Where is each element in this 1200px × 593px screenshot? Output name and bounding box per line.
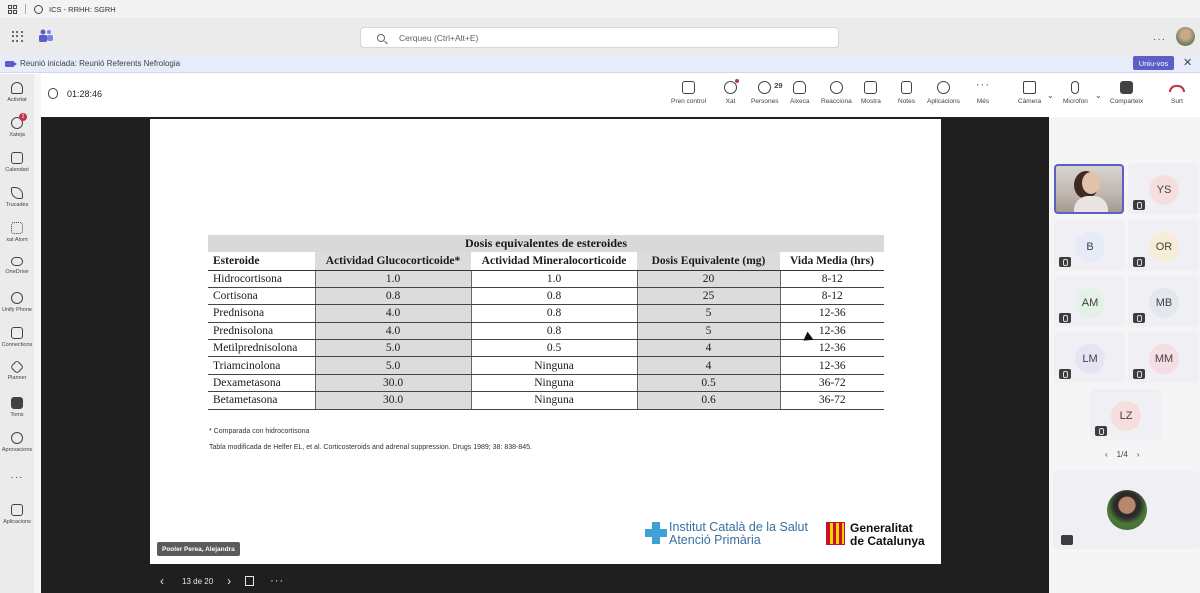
table-cell: Cortisona xyxy=(208,287,315,304)
left-app-rail xyxy=(0,74,34,593)
table-row xyxy=(208,305,884,322)
hand-icon xyxy=(793,81,806,94)
ics-logo-text xyxy=(669,521,808,546)
participant-initials: OR xyxy=(1149,232,1179,262)
planner-icon xyxy=(10,360,24,374)
table-cell: 12-36 xyxy=(780,305,884,322)
search-icon xyxy=(377,34,385,42)
teams-logo-icon xyxy=(38,29,54,43)
take-control-button[interactable] xyxy=(671,81,706,105)
rail-label: Trucades xyxy=(5,202,29,208)
control-label: Notes xyxy=(898,98,915,105)
table-cell: 8-12 xyxy=(780,270,884,287)
slide-counter: 13 de 20 xyxy=(182,576,214,586)
rail-item-calls[interactable] xyxy=(0,187,34,208)
toms-icon xyxy=(11,397,23,409)
rail-label: Toms xyxy=(10,412,24,418)
people-icon xyxy=(758,81,783,94)
control-label: Pren control xyxy=(671,98,707,105)
table-row xyxy=(208,392,884,409)
table-cell: 1.0 xyxy=(471,270,637,287)
table-cell: 12-36 xyxy=(780,340,884,357)
window-grid-icon[interactable] xyxy=(8,5,17,14)
mic-off-icon xyxy=(1071,81,1079,94)
rail-label: Xateja xyxy=(9,132,25,138)
apps-button[interactable] xyxy=(927,81,960,105)
gen-logo-line1: Generalitat xyxy=(850,521,913,535)
participant-initials: B xyxy=(1075,232,1105,262)
table-cell: 30.0 xyxy=(315,374,471,391)
control-label: Xat xyxy=(725,98,736,105)
table-header-row xyxy=(208,252,884,270)
table-row xyxy=(208,374,884,391)
participant-tile[interactable] xyxy=(1128,220,1199,271)
camera-button[interactable] xyxy=(1018,81,1041,105)
search-placeholder: Cerqueu (Ctrl+Alt+E) xyxy=(399,32,479,43)
participant-pager xyxy=(1105,450,1139,459)
control-label: Aplicacions xyxy=(927,98,960,105)
table-cell: 12-36 xyxy=(780,322,884,339)
generalitat-logo-text xyxy=(850,522,925,547)
cloud-icon xyxy=(11,257,23,266)
participant-page-counter: 1/4 xyxy=(1116,450,1128,459)
table-cell: 4.0 xyxy=(315,322,471,339)
table-cell: 0.5 xyxy=(637,374,780,391)
search-input[interactable] xyxy=(360,27,839,48)
rail-label: Aplicacions xyxy=(3,519,31,525)
bell-icon xyxy=(11,82,23,94)
rail-label: Activitat xyxy=(7,97,27,103)
rail-item-planner[interactable] xyxy=(0,362,34,381)
people-count: 29 xyxy=(774,81,783,90)
meeting-toolbar xyxy=(41,74,1200,117)
table-cell: 5.0 xyxy=(315,357,471,374)
notes-icon xyxy=(901,81,912,94)
calendar-icon xyxy=(11,152,23,164)
rail-label: Unify Phone xyxy=(2,307,32,313)
table-cell: 36-72 xyxy=(780,392,884,409)
view-button[interactable] xyxy=(861,81,881,105)
table-cell: 0.8 xyxy=(471,305,637,322)
chat-button[interactable] xyxy=(724,81,737,105)
table-cell: Ninguna xyxy=(471,374,637,391)
table-cell: 20 xyxy=(637,270,780,287)
next-page-icon[interactable]: › xyxy=(1136,450,1140,459)
rail-item-activity[interactable] xyxy=(0,82,34,103)
table-source: Tabla modificada de Helfer EL, et al. Corticosteroids and adrenal suppression. Drugs 1989; 38: 838-845. xyxy=(209,444,532,451)
next-slide-icon[interactable]: › xyxy=(227,574,232,588)
previous-slide-icon[interactable]: ‹ xyxy=(160,574,164,588)
rail-label: Calendari xyxy=(5,167,29,173)
mic-muted-icon xyxy=(1059,257,1071,267)
mic-muted-icon xyxy=(1133,369,1145,379)
table-cell: 30.0 xyxy=(315,392,471,409)
shield-icon xyxy=(48,88,58,99)
react-button[interactable] xyxy=(821,81,852,105)
rail-item-calendar[interactable] xyxy=(0,152,34,173)
take-control-icon xyxy=(682,81,695,94)
presenter-name-tag: Pooler Perea, Alejandra xyxy=(157,542,240,556)
participant-initials: LZ xyxy=(1111,401,1141,431)
table-title: Dosis equivalentes de esteroides xyxy=(208,235,884,252)
video-body xyxy=(1074,196,1108,214)
table-row xyxy=(208,340,884,357)
table-cell: 8-12 xyxy=(780,287,884,304)
participant-photo xyxy=(1107,490,1147,530)
control-label: Aixeca xyxy=(790,98,810,105)
rail-item-more[interactable] xyxy=(0,472,34,483)
video-camera-icon xyxy=(5,61,14,67)
table-cell: 36-72 xyxy=(780,374,884,391)
hang-up-icon xyxy=(1169,85,1185,92)
rail-label: Aprovacions xyxy=(1,447,33,453)
table-cell: Prednisolona xyxy=(208,322,315,339)
table-cell: Hidrocortisona xyxy=(208,270,315,287)
leave-button[interactable] xyxy=(1169,81,1185,105)
connections-icon xyxy=(11,327,23,339)
table-cell: 25 xyxy=(637,287,780,304)
table-cell: Betametasona xyxy=(208,392,315,409)
mic-muted-icon xyxy=(1059,369,1071,379)
top-bar xyxy=(0,18,1200,55)
phone-icon xyxy=(11,187,23,199)
table-cell: Dexametasona xyxy=(208,374,315,391)
rail-label: OneDrive xyxy=(5,269,29,275)
control-label: Més xyxy=(976,98,990,105)
divider xyxy=(25,4,26,14)
control-label: Comparteix xyxy=(1110,98,1144,105)
participant-initials: LM xyxy=(1075,344,1105,374)
control-label: Micròfon xyxy=(1063,98,1088,105)
table-row xyxy=(208,287,884,304)
control-label: Surt xyxy=(1171,98,1183,105)
mic-muted-icon xyxy=(1133,257,1145,267)
rail-item-onedrive[interactable] xyxy=(0,257,34,275)
raise-hand-button[interactable] xyxy=(790,81,810,105)
mic-muted-icon xyxy=(1133,200,1145,210)
rail-item-connections[interactable] xyxy=(0,327,34,348)
table-cell: Metilprednisolona xyxy=(208,340,315,357)
mic-muted-icon xyxy=(1059,313,1071,323)
ics-logo-line2: Atenció Primària xyxy=(669,532,761,547)
participant-tile[interactable] xyxy=(1128,163,1199,214)
column-header: Vida Media (hrs) xyxy=(780,252,884,270)
meeting-timer: 01:28:46 xyxy=(67,89,103,99)
mic-muted-icon xyxy=(1133,313,1145,323)
participant-initials: AM xyxy=(1075,288,1105,318)
rail-label: xat Atom xyxy=(6,237,28,243)
participant-tile[interactable] xyxy=(1054,332,1125,383)
table-cell: Ninguna xyxy=(471,392,637,409)
participant-tile[interactable] xyxy=(1054,220,1125,271)
slide-more-icon[interactable]: ··· xyxy=(270,575,285,587)
meeting-started-banner xyxy=(0,55,1200,73)
table-cell: 5.0 xyxy=(315,340,471,357)
share-button[interactable] xyxy=(1110,81,1143,105)
participant-tile[interactable] xyxy=(1128,276,1199,327)
participant-tile[interactable] xyxy=(1128,332,1199,383)
share-screen-icon xyxy=(1120,81,1133,94)
more-icon: ··· xyxy=(10,472,24,483)
generalitat-logo-icon xyxy=(826,522,845,545)
rail-item-chat[interactable] xyxy=(0,114,34,138)
table-cell: 5 xyxy=(637,305,780,322)
ics-logo-icon xyxy=(645,522,667,544)
table-cell: Prednisona xyxy=(208,305,315,322)
column-header: Dosis Equivalente (mg) xyxy=(637,252,780,270)
unify-phone-icon xyxy=(11,292,23,304)
emoji-icon xyxy=(830,81,843,94)
rail-item-unify-phone[interactable] xyxy=(0,292,34,313)
table-cell: Ninguna xyxy=(471,357,637,374)
join-button[interactable]: Uniu-vos xyxy=(1133,56,1174,70)
rail-item-toms[interactable] xyxy=(0,397,34,418)
table-cell: 4.0 xyxy=(315,305,471,322)
table-cell: 12-36 xyxy=(780,357,884,374)
table-cell: 0.6 xyxy=(637,392,780,409)
table-cell: 0.8 xyxy=(315,287,471,304)
mic-muted-icon xyxy=(1061,535,1073,545)
user-avatar[interactable] xyxy=(1176,27,1195,46)
participant-initials: MB xyxy=(1149,288,1179,318)
table-cell: 0.8 xyxy=(471,287,637,304)
participant-tile[interactable] xyxy=(1090,389,1161,440)
gen-logo-line2: de Catalunya xyxy=(850,533,925,548)
unread-badge: 2 xyxy=(19,113,27,121)
slide-thumbnails-icon[interactable] xyxy=(245,576,254,586)
slide-pager xyxy=(156,574,284,588)
table-row xyxy=(208,322,884,339)
previous-page-icon[interactable]: ‹ xyxy=(1105,450,1108,459)
table-cell: 4 xyxy=(637,357,780,374)
mic-muted-icon xyxy=(1095,426,1107,436)
approvals-icon xyxy=(11,432,23,444)
participant-tile[interactable] xyxy=(1054,276,1125,327)
people-button[interactable] xyxy=(751,81,783,105)
control-label: Persones xyxy=(751,98,779,105)
globe-icon xyxy=(34,5,43,14)
control-label: Mostra xyxy=(861,98,881,105)
camera-off-icon xyxy=(1023,81,1036,94)
notes-button[interactable] xyxy=(898,81,915,105)
ics-logo-line1: Institut Català de la Salut xyxy=(669,520,808,534)
control-label: Càmera xyxy=(1018,98,1042,105)
column-header: Esteroide xyxy=(208,252,315,270)
mic-options-chevron-icon[interactable]: ⌄ xyxy=(1095,91,1102,100)
table-cell: 4 xyxy=(637,340,780,357)
table-cell: 5 xyxy=(637,322,780,339)
mic-button[interactable] xyxy=(1063,81,1088,105)
table-row xyxy=(208,270,884,287)
window-titlebar xyxy=(0,0,1200,18)
table-cell: 1.0 xyxy=(315,270,471,287)
more-options-icon[interactable]: ··· xyxy=(1153,34,1166,45)
participant-video-tile[interactable] xyxy=(1053,471,1200,549)
rail-item-approvals[interactable] xyxy=(0,432,34,453)
steroid-dose-table xyxy=(208,252,884,410)
rail-item-xat-atom[interactable] xyxy=(0,222,34,243)
app-launcher-icon[interactable] xyxy=(12,31,23,42)
camera-options-chevron-icon[interactable]: ⌄ xyxy=(1047,91,1054,100)
self-video-tile[interactable] xyxy=(1054,164,1124,214)
rail-label: Planner xyxy=(7,375,27,381)
rail-item-apps[interactable] xyxy=(0,504,34,525)
video-face xyxy=(1082,172,1100,194)
rail-gap xyxy=(34,74,41,593)
add-icon xyxy=(937,81,950,94)
grid-view-icon xyxy=(864,81,877,94)
column-header: Actividad Mineralocorticoide xyxy=(471,252,637,270)
more-button[interactable] xyxy=(976,81,990,105)
table-footnote: * Comparada con hidrocortisona xyxy=(209,428,310,435)
add-apps-icon xyxy=(11,504,23,516)
more-icon: ··· xyxy=(976,79,990,91)
participant-initials: MM xyxy=(1149,344,1179,374)
table-cell: 0.5 xyxy=(471,340,637,357)
banner-text: Reunió iniciada: Reunió Referents Nefrologia xyxy=(20,59,181,68)
participant-initials: YS xyxy=(1149,175,1179,205)
notification-dot xyxy=(735,79,739,83)
column-header: Actividad Glucocorticoide* xyxy=(315,252,471,270)
chat-icon xyxy=(11,114,25,129)
rail-label: Connections xyxy=(1,342,33,348)
window-title: ICS - RRHH: SGRH xyxy=(49,4,116,14)
control-label: Reacciona xyxy=(821,98,852,105)
apps-grid-icon xyxy=(11,222,23,234)
table-row xyxy=(208,357,884,374)
chat-icon xyxy=(724,81,737,94)
table-cell: Triamcinolona xyxy=(208,357,315,374)
close-icon[interactable]: ✕ xyxy=(1183,57,1193,69)
table-cell: 0.8 xyxy=(471,322,637,339)
steroid-table xyxy=(208,235,884,410)
